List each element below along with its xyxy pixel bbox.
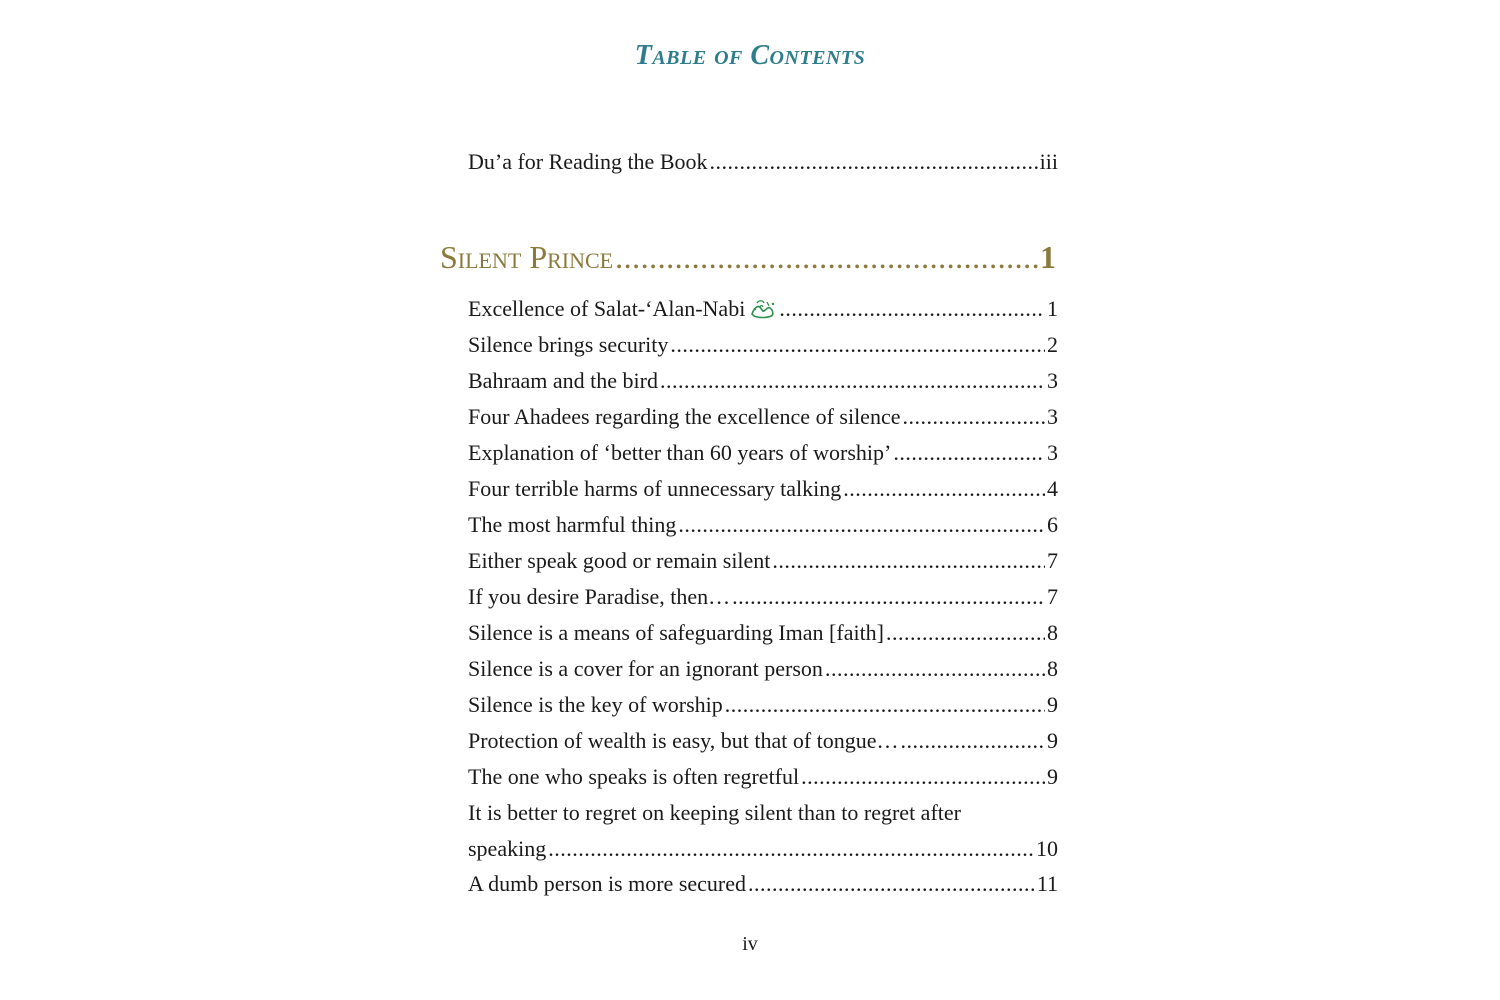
- page-number: iv: [742, 933, 758, 955]
- toc-entry-label: The one who speaks is often regretful: [468, 764, 800, 789]
- toc-entry[interactable]: [468, 475, 1058, 503]
- toc-entry-label: Silence brings security: [468, 332, 669, 357]
- dot-leader: [825, 655, 1045, 683]
- toc-entry-label: Excellence of Salat-‘Alan-Nabi: [468, 295, 777, 323]
- toc-entry-page: 3: [1047, 440, 1058, 465]
- toc-entry-label: Explanation of ‘better than 60 years of worship’: [468, 440, 892, 465]
- toc-entry-page: 9: [1047, 728, 1058, 753]
- toc-entry-page: 3: [1047, 404, 1058, 429]
- salat-calligraphy-icon: [749, 298, 777, 320]
- toc-entry[interactable]: [468, 511, 1058, 539]
- dot-leader: [779, 295, 1045, 323]
- dot-leader: [902, 403, 1045, 431]
- toc-entry-label: Bahraam and the bird: [468, 368, 658, 393]
- toc-entry-wrapped-line2[interactable]: [468, 835, 1058, 863]
- toc-entry[interactable]: [468, 583, 1058, 611]
- toc-entry-page: 9: [1047, 692, 1058, 717]
- dot-leader: [678, 511, 1045, 539]
- dot-leader: [886, 619, 1045, 647]
- toc-entry-label: If you desire Paradise, then…: [468, 584, 731, 609]
- toc-entry-page: 11: [1036, 871, 1058, 896]
- toc-entry-label: Du’a for Reading the Book: [468, 149, 708, 174]
- toc-entry-page: iii: [1039, 149, 1058, 174]
- toc-entry-page: 8: [1047, 656, 1058, 681]
- toc-entry-page: 7: [1047, 584, 1058, 609]
- toc-entry-label: Protection of wealth is easy, but that of tongue…: [468, 728, 899, 753]
- toc-entry[interactable]: [468, 367, 1058, 395]
- toc-entry[interactable]: [468, 547, 1058, 575]
- dot-leader: [801, 763, 1045, 791]
- toc-entry[interactable]: [468, 763, 1058, 791]
- toc-entry-page: 3: [1047, 368, 1058, 393]
- dot-leader: [615, 237, 1038, 277]
- toc-entry-page: 6: [1047, 512, 1058, 537]
- toc-entry-label: The most harmful thing: [468, 512, 677, 537]
- dot-leader: [893, 439, 1045, 467]
- dot-leader: [548, 835, 1034, 863]
- dot-leader: [670, 331, 1045, 359]
- toc-entry[interactable]: [468, 691, 1058, 719]
- toc-entry[interactable]: [468, 655, 1058, 683]
- dot-leader: [772, 547, 1045, 575]
- dot-leader: [725, 691, 1045, 719]
- dot-leader: [901, 727, 1045, 755]
- toc-entry-label: Four terrible harms of unnecessary talking: [468, 476, 842, 501]
- toc-entry-label: Silence is a cover for an ignorant person: [468, 656, 823, 681]
- toc-entry-page: 9: [1047, 764, 1058, 789]
- dot-leader: [732, 583, 1045, 611]
- toc-entry-label: Silence is the key of worship: [468, 692, 723, 717]
- page-title: Table of Contents: [634, 40, 866, 71]
- toc-entry-page: 7: [1047, 548, 1058, 573]
- toc-entry-page: 4: [1047, 476, 1058, 501]
- dot-leader: [710, 148, 1038, 176]
- toc-entry-label: Silence is a means of safeguarding Iman [faith]: [468, 620, 885, 645]
- toc-entry[interactable]: [468, 727, 1058, 755]
- toc-entry-wrapped-line1[interactable]: It is better to regret on keeping silent than to regret after: [468, 800, 961, 825]
- section-page: 1: [1040, 239, 1056, 275]
- toc-entry-preface[interactable]: [468, 148, 1058, 176]
- toc-entry-page: 10: [1036, 836, 1058, 861]
- toc-entry-label: speaking: [468, 836, 547, 861]
- toc-section-heading[interactable]: [440, 237, 1056, 277]
- section-title: Silent Prince: [440, 239, 614, 275]
- dot-leader: [660, 367, 1045, 395]
- toc-entry[interactable]: [468, 403, 1058, 431]
- toc-entry[interactable]: [468, 870, 1058, 898]
- dot-leader: [748, 870, 1035, 898]
- toc-entry[interactable]: [468, 439, 1058, 467]
- dot-leader: [843, 475, 1045, 503]
- toc-entry-page: 8: [1047, 620, 1058, 645]
- toc-entry-page: 1: [1047, 296, 1058, 321]
- toc-entry[interactable]: [468, 295, 1058, 323]
- toc-entry-page: 2: [1047, 332, 1058, 357]
- toc-entry-label: Four Ahadees regarding the excellence of silence: [468, 404, 901, 429]
- toc-entry-label: A dumb person is more secured: [468, 871, 746, 896]
- toc-entry[interactable]: [468, 619, 1058, 647]
- toc-entry[interactable]: [468, 331, 1058, 359]
- toc-entry-label: Either speak good or remain silent: [468, 548, 771, 573]
